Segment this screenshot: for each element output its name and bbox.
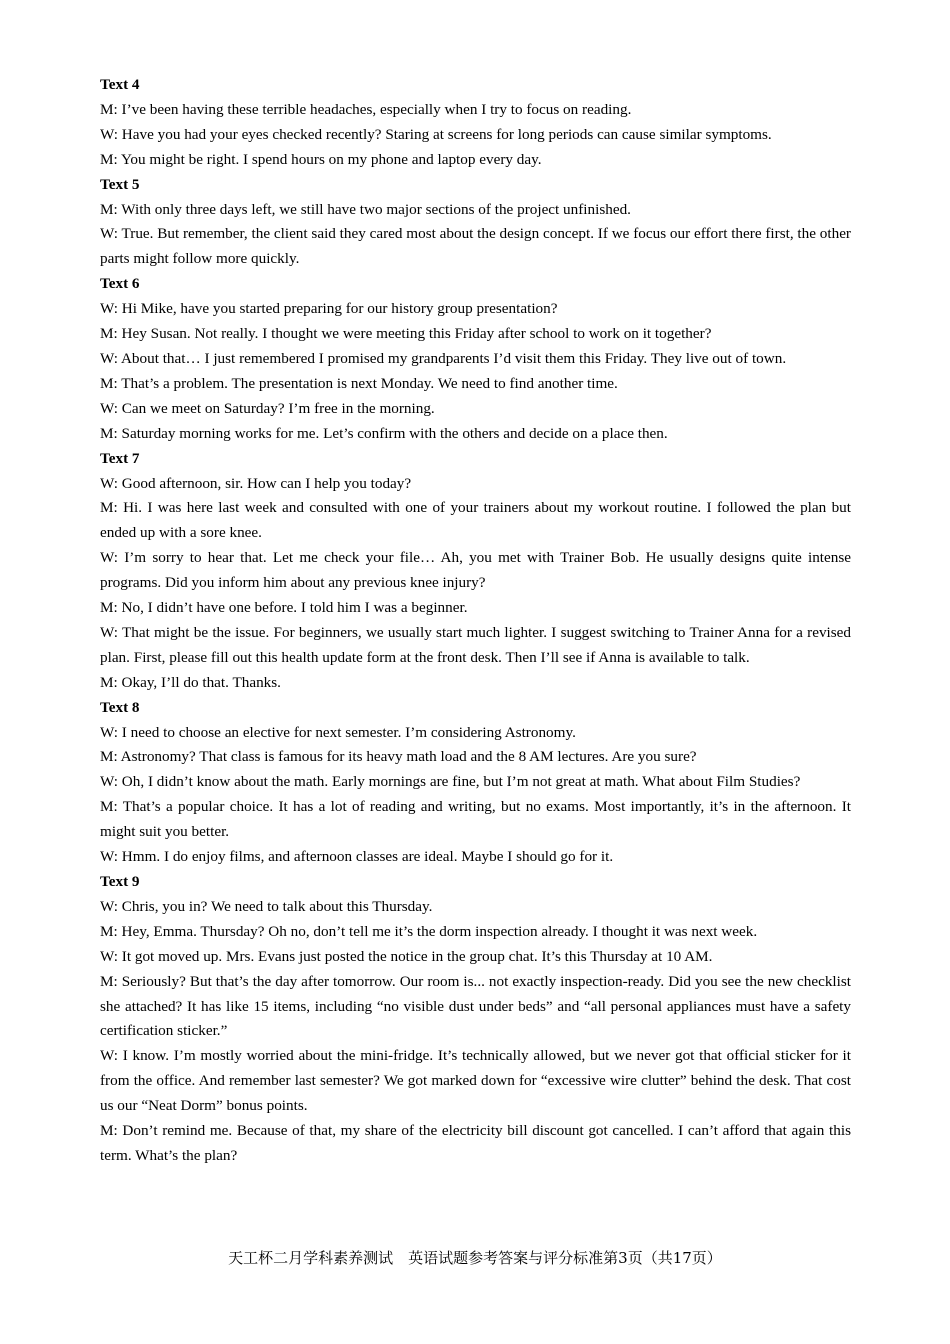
- dialogue-line: W: Good afternoon, sir. How can I help you today?: [100, 474, 412, 492]
- dialogue-line: W: About that… I just remembered I promised my grandparents I’d visit them this Friday. They live out of town.: [100, 349, 787, 367]
- section-heading: Text 7: [100, 449, 140, 467]
- section-text-6: [100, 272, 851, 446]
- document-body: [100, 73, 851, 1169]
- section-heading: Text 9: [100, 873, 140, 890]
- dialogue-line: W: Chris, you in? We need to talk about this Thursday.: [100, 897, 433, 915]
- dialogue-line: M: No, I didn’t have one before. I told him I was a beginner.: [100, 599, 468, 617]
- section-heading: Text 5: [100, 175, 140, 193]
- section-text-9: [100, 870, 851, 1169]
- dialogue-line: M: With only three days left, we still have two major sections of the project unfinished.: [100, 200, 631, 218]
- dialogue-line: M: Hey Susan. Not really. I thought we were meeting this Friday after school to work on it together?: [100, 325, 712, 343]
- section-heading: Text 6: [100, 275, 140, 293]
- dialogue-line: M: That’s a problem. The presentation is next Monday. We need to find another time.: [100, 374, 618, 392]
- dialogue-line: M: Hey, Emma. Thursday? Oh no, don’t tell me it’s the dorm inspection already. I thought it was next week.: [100, 922, 758, 940]
- dialogue-line: W: True. But remember, the client said they cared most about the design concept. If we focus our effort there first, the other parts might follow more quickly.: [100, 225, 851, 268]
- dialogue-line: W: I’m sorry to hear that. Let me check your file… Ah, you met with Trainer Bob. He usually designs quite intense programs. Did you inform him about any previous knee injury?: [100, 549, 851, 592]
- dialogue-line: W: That might be the issue. For beginners, we usually start much lighter. I suggest switching to Trainer Anna for a revised plan. First, please fill out this health update form at the front desk. Then I’ll see if Anna is available to talk.: [100, 623, 851, 666]
- page-footer: 天工杯二月学科素养测试 英语试题参考答案与评分标准第3页（共17页）: [228, 1249, 722, 1267]
- dialogue-line: M: Seriously? But that’s the day after tomorrow. Our room is... not exactly inspection-ready. Did you see the new checklist she attached? It has like 15 items, including “no visible dust under beds” and “all personal appliances must have a safety certification sticker.”: [100, 972, 851, 1040]
- dialogue-line: M: Okay, I’ll do that. Thanks.: [100, 673, 281, 691]
- section-text-5: [100, 173, 851, 273]
- dialogue-line: W: Hmm. I do enjoy films, and afternoon classes are ideal. Maybe I should go for it.: [100, 848, 614, 866]
- dialogue-line: M: Astronomy? That class is famous for its heavy math load and the 8 AM lectures. Are you sure?: [100, 748, 697, 766]
- dialogue-line: M: Don’t remind me. Because of that, my share of the electricity bill discount got cancelled. I can’t afford that again this term. What’s the plan?: [100, 1122, 851, 1164]
- dialogue-line: W: Hi Mike, have you started preparing for our history group presentation?: [100, 300, 558, 318]
- dialogue-line: W: Oh, I didn’t know about the math. Early mornings are fine, but I’m not great at math. What about Film Studies?: [100, 773, 801, 791]
- section-text-7: [100, 447, 851, 696]
- dialogue-line: M: I’ve been having these terrible headaches, especially when I try to focus on reading.: [100, 100, 632, 118]
- section-text-8: [100, 696, 851, 870]
- section-heading: Text 8: [100, 698, 140, 716]
- dialogue-line: M: That’s a popular choice. It has a lot of reading and writing, but no exams. Most importantly, it’s in the afternoon. It might suit you better.: [100, 798, 851, 841]
- dialogue-line: W: I need to choose an elective for next semester. I’m considering Astronomy.: [100, 723, 576, 741]
- dialogue-line: M: Hi. I was here last week and consulted with one of your trainers about my workout routine. I followed the plan but ended up with a sore knee.: [100, 499, 851, 542]
- dialogue-line: W: I know. I’m mostly worried about the mini-fridge. It’s technically allowed, but we never got that official sticker for it from the office. And remember last semester? We got marked down for “excessive wire clutter” behind the desk. That cost us our “Neat Dorm” bonus points.: [100, 1047, 851, 1115]
- section-heading: Text 4: [100, 76, 140, 93]
- dialogue-line: W: It got moved up. Mrs. Evans just posted the notice in the group chat. It’s this Thursday at 10 AM.: [100, 947, 713, 965]
- dialogue-line: W: Have you had your eyes checked recently? Staring at screens for long periods can cause similar symptoms.: [100, 125, 772, 143]
- dialogue-line: W: Can we meet on Saturday? I’m free in the morning.: [100, 399, 435, 417]
- dialogue-line: M: Saturday morning works for me. Let’s confirm with the others and decide on a place then.: [100, 424, 668, 442]
- section-text-4: [100, 73, 851, 173]
- dialogue-line: M: You might be right. I spend hours on my phone and laptop every day.: [100, 150, 542, 168]
